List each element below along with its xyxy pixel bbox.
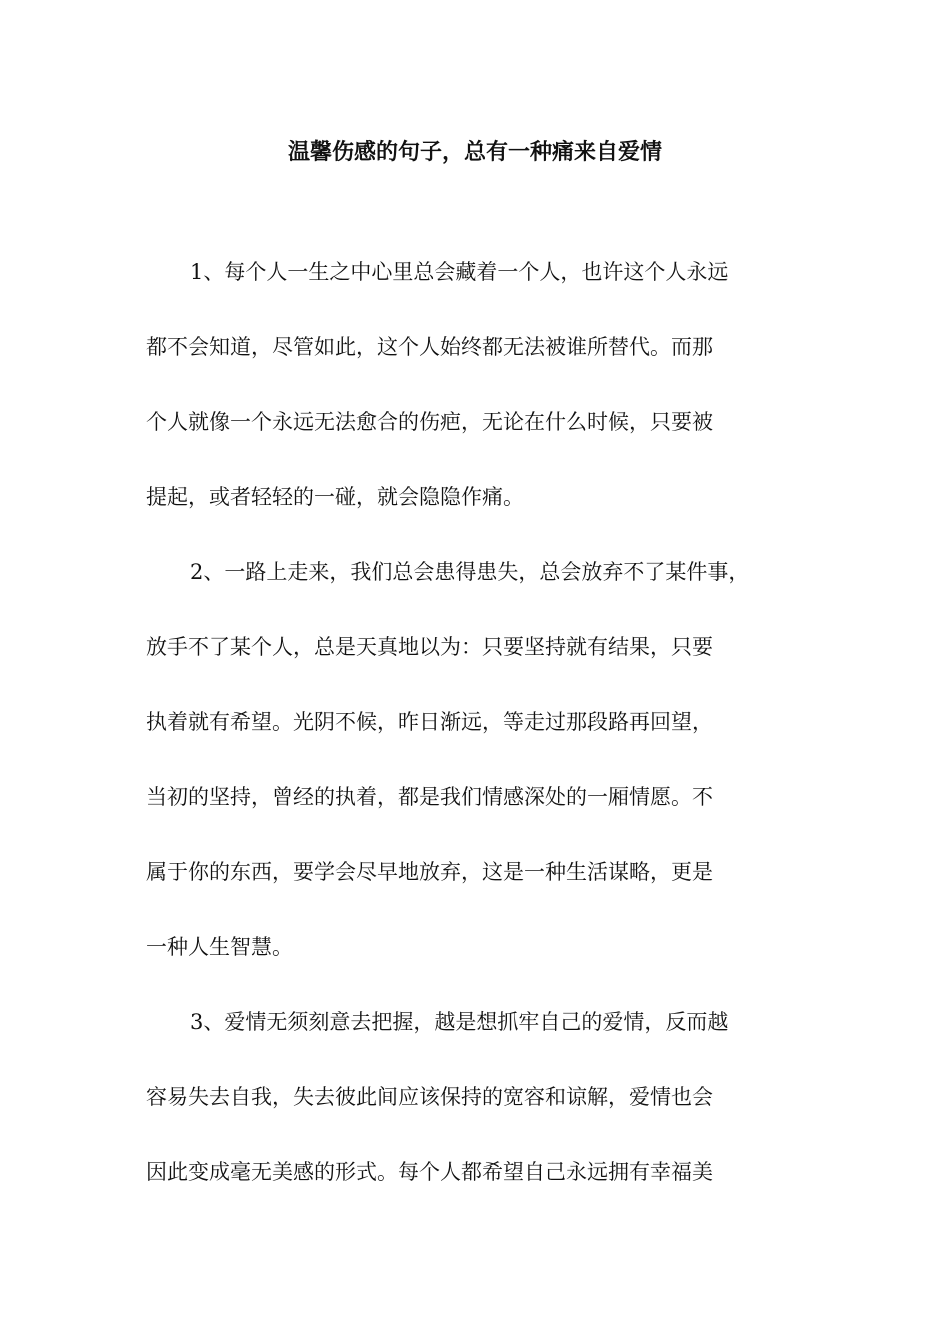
paragraph-line: 执着就有希望。光阴不候，昨日渐远，等走过那段路再回望，	[146, 710, 713, 734]
paragraph-line: 1、每个人一生之中心里总会藏着一个人，也许这个人永远	[190, 260, 729, 284]
document-title: 温馨伤感的句子，总有一种痛来自爱情	[287, 139, 662, 165]
paragraph-line: 属于你的东西，要学会尽早地放弃，这是一种生活谋略，更是	[146, 860, 713, 884]
paragraph-line: 3、爱情无须刻意去把握，越是想抓牢自己的爱情，反而越	[190, 1010, 729, 1034]
paragraph-line: 放手不了某个人，总是天真地以为：只要坚持就有结果，只要	[146, 635, 713, 659]
paragraph-line: 提起，或者轻轻的一碰，就会隐隐作痛。	[146, 485, 524, 509]
paragraph-line: 容易失去自我，失去彼此间应该保持的宽容和谅解，爱情也会	[146, 1085, 713, 1109]
paragraph-3	[146, 1006, 816, 1231]
paragraph-line: 一种人生智慧。	[146, 935, 293, 959]
paragraph-line: 个人就像一个永远无法愈合的伤疤，无论在什么时候，只要被	[146, 410, 713, 434]
paragraph-line: 因此变成毫无美感的形式。每个人都希望自己永远拥有幸福美	[146, 1160, 713, 1184]
paragraph-line: 2、一路上走来，我们总会患得患失，总会放弃不了某件事，	[190, 560, 750, 584]
paragraph-1	[146, 256, 816, 556]
document-body	[146, 256, 816, 1231]
paragraph-line: 当初的坚持，曾经的执着，都是我们情感深处的一厢情愿。不	[146, 785, 713, 809]
paragraph-2	[146, 556, 816, 1006]
paragraph-line: 都不会知道，尽管如此，这个人始终都无法被谁所替代。而那	[146, 335, 713, 359]
